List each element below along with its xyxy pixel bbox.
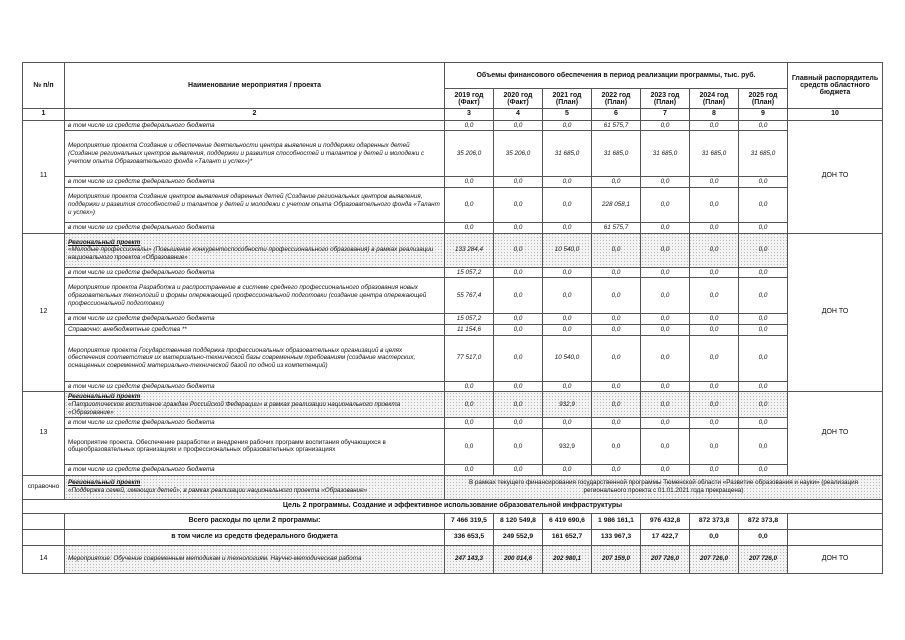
value-cell: 55 767,4 [445,278,494,314]
value-cell: 77 517,0 [445,335,494,381]
value-cell: 0,0 [543,324,592,335]
value-cell: 61 575,7 [592,222,641,233]
value-cell: 0,0 [592,335,641,381]
regional-project-title: Региональный проект [68,479,141,487]
value-cell: 35 206,0 [445,131,494,177]
value-cell: 0,0 [494,464,543,475]
row-name: Мероприятие проекта. Обеспечение разработки и внедрения рабочих программ воспитания обучающихся в общеобразовательных организациях и профессиональных образовательных организациях [65,428,445,464]
value-cell: 0,0 [739,187,788,222]
distributor-cell: ДОН ТО [788,545,883,573]
total-fed-value: 0,0 [739,529,788,545]
value-cell: 0,0 [690,177,739,188]
distributor-cell: ДОН ТО [788,233,883,392]
value-cell: 0,0 [739,278,788,314]
total-label: Всего расходы по цели 2 программы: [65,513,445,529]
total-fed-value: 0,0 [690,529,739,545]
total-value: 6 419 690,6 [543,513,592,529]
column-number: 8 [690,109,739,121]
row-name: Мероприятие проекта Создание и обеспечение деятельности центра выявления и поддержки одаренных детей (Создание региональных центров выявления, поддержки и развития способностей и талантов у детей и молодежи с учетом опыта Образовательного фонда «Талант и успех»)* [65,131,445,177]
value-cell: 0,0 [494,278,543,314]
header-year: 2020 год (Факт) [494,89,543,109]
row-index: справочно [23,475,65,499]
column-number: 3 [445,109,494,121]
value-cell: 0,0 [494,324,543,335]
value-cell: 0,0 [494,418,543,429]
value-cell: 200 014,6 [494,545,543,573]
value-cell: 10 540,0 [543,335,592,381]
value-cell: 0,0 [445,392,494,418]
value-cell: 0,0 [641,335,690,381]
value-cell: 0,0 [494,267,543,278]
value-cell: 0,0 [592,428,641,464]
total-value: 7 466 319,5 [445,513,494,529]
row-name: в том числе из средств федерального бюджета [65,267,445,278]
value-cell: 0,0 [641,222,690,233]
value-cell: 0,0 [641,187,690,222]
value-cell: 207 726,0 [690,545,739,573]
value-cell: 0,0 [641,120,690,131]
value-cell: 0,0 [739,428,788,464]
regional-project-title: Региональный проект [68,393,141,401]
total-value: 872 373,8 [690,513,739,529]
value-cell: 0,0 [690,120,739,131]
value-cell: 0,0 [690,464,739,475]
value-cell: 932,9 [543,428,592,464]
value-cell: 0,0 [543,187,592,222]
value-cell: 0,0 [592,267,641,278]
value-cell: 0,0 [739,120,788,131]
total-fed-value: 133 967,3 [592,529,641,545]
value-cell: 31 685,0 [543,131,592,177]
value-cell: 0,0 [690,267,739,278]
value-cell: 0,0 [690,392,739,418]
regional-project-text: «Поддержка семей, имеющих детей», в рамках реализации национального проекта «Образование» [68,487,368,495]
value-cell: 0,0 [641,267,690,278]
row-index: 13 [23,392,65,475]
value-cell: 0,0 [543,267,592,278]
value-cell: 0,0 [543,464,592,475]
total-fed-value: 161 652,7 [543,529,592,545]
column-number: 1 [23,109,65,121]
value-cell: 0,0 [739,418,788,429]
header-year: 2025 год (План) [739,89,788,109]
value-cell: 0,0 [592,233,641,267]
regional-project-text: «Патриотическое воспитание граждан Российской Федерации» в рамках реализации национального проекта «Образование» [68,400,401,416]
total-value: 8 120 549,8 [494,513,543,529]
value-cell: 0,0 [592,464,641,475]
value-cell: 207 726,0 [739,545,788,573]
total-fed-label: в том числе из средств федерального бюджета [65,529,445,545]
value-cell: 0,0 [445,187,494,222]
regional-project-name [65,392,445,418]
value-cell: 0,0 [641,428,690,464]
column-number: 7 [641,109,690,121]
value-cell: 0,0 [739,324,788,335]
row-index: 14 [23,545,65,573]
row-index: 12 [23,233,65,392]
value-cell: 0,0 [592,324,641,335]
value-cell: 0,0 [592,278,641,314]
value-cell: 0,0 [690,428,739,464]
regional-project-name [65,233,445,267]
value-cell: 0,0 [543,381,592,392]
distributor-cell: ДОН ТО [788,392,883,475]
value-cell: 0,0 [641,464,690,475]
value-cell: 0,0 [445,120,494,131]
value-cell: 0,0 [641,418,690,429]
header-year: 2021 год (План) [543,89,592,109]
value-cell: 0,0 [543,418,592,429]
regional-project-title: Региональный проект [68,238,141,246]
value-cell: 0,0 [739,335,788,381]
value-cell: 0,0 [592,381,641,392]
value-cell: 0,0 [739,267,788,278]
header-year: 2023 год (План) [641,89,690,109]
row-name: Мероприятие: Обучение современным методикам и технологиям. Научно-методическая работа [65,545,445,573]
row-name: Справочно: внебюджетные средства ** [65,324,445,335]
value-cell: 31 685,0 [739,131,788,177]
value-cell: 0,0 [641,324,690,335]
total-value: 976 432,8 [641,513,690,529]
row-index: 11 [23,120,65,233]
regional-project-name [65,475,445,499]
row-name: в том числе из средств федерального бюджета [65,418,445,429]
column-number: 6 [592,109,641,121]
total-fed-value: 336 653,5 [445,529,494,545]
value-cell: 207 726,0 [641,545,690,573]
column-number: 5 [543,109,592,121]
value-cell: 0,0 [592,392,641,418]
value-cell: 0,0 [543,314,592,325]
column-number: 2 [65,109,445,121]
value-cell: 0,0 [739,233,788,267]
value-cell: 0,0 [690,381,739,392]
total-value: 1 986 161,1 [592,513,641,529]
value-cell: 0,0 [641,392,690,418]
value-cell: 0,0 [494,187,543,222]
value-cell: 0,0 [494,222,543,233]
row-name: в том числе из средств федерального бюджета [65,120,445,131]
value-cell: 0,0 [641,233,690,267]
value-cell: 207 159,0 [592,545,641,573]
value-cell: 11 154,6 [445,324,494,335]
value-cell: 0,0 [690,314,739,325]
value-cell: 0,0 [494,120,543,131]
header-num: № п/п [23,63,65,109]
goal-heading: Цель 2 программы. Создание и эффективное использование образовательной инфраструктуры [23,499,883,513]
value-cell: 0,0 [494,392,543,418]
value-cell: 0,0 [543,278,592,314]
value-cell: 0,0 [445,464,494,475]
budget-table [22,62,883,574]
header-distributor: Главный распорядитель средств областного бюджета [788,63,883,109]
value-cell: 0,0 [739,222,788,233]
row-name: в том числе из средств федерального бюджета [65,177,445,188]
value-cell: 0,0 [690,324,739,335]
value-cell: 932,9 [543,392,592,418]
value-cell: 0,0 [494,335,543,381]
value-cell: 0,0 [690,187,739,222]
value-cell: 35 206,0 [494,131,543,177]
value-cell: 0,0 [592,418,641,429]
value-cell: 0,0 [739,314,788,325]
value-cell: 0,0 [494,428,543,464]
value-cell: 0,0 [494,177,543,188]
value-cell: 0,0 [641,381,690,392]
value-cell: 0,0 [641,177,690,188]
value-cell: 0,0 [445,418,494,429]
header-funding: Объемы финансового обеспечения в период реализации программы, тыс. руб. [445,63,788,89]
column-number: 10 [788,109,883,121]
value-cell: 0,0 [739,392,788,418]
value-cell: 0,0 [641,314,690,325]
total-fed-value: 17 422,7 [641,529,690,545]
value-cell: 0,0 [739,381,788,392]
value-cell: 0,0 [543,120,592,131]
value-cell: 0,0 [592,314,641,325]
value-cell: 0,0 [690,222,739,233]
value-cell: 0,0 [690,335,739,381]
value-cell: 0,0 [592,177,641,188]
value-cell: 10 540,0 [543,233,592,267]
value-cell: 0,0 [690,278,739,314]
total-value: 872 373,8 [739,513,788,529]
column-number: 4 [494,109,543,121]
value-cell: 228 058,1 [592,187,641,222]
value-cell: 31 685,0 [690,131,739,177]
value-cell: 0,0 [445,381,494,392]
row-name: Мероприятие проекта Государственная поддержка профессиональных образовательных организаций в целях обеспечения соответствия их материально-технической базы современным требованиям (создание мастерских, оснащенных современной материально-технической базой по одной из компетенций) [65,335,445,381]
value-cell: 0,0 [445,177,494,188]
value-cell: 0,0 [690,233,739,267]
value-cell: 61 575,7 [592,120,641,131]
row-name: в том числе из средств федерального бюджета [65,222,445,233]
value-cell: 0,0 [543,177,592,188]
value-cell: 0,0 [690,418,739,429]
header-name: Наименование мероприятия / проекта [65,63,445,109]
row-name: в том числе из средств федерального бюджета [65,381,445,392]
header-year: 2024 год (План) [690,89,739,109]
header-year: 2022 год (План) [592,89,641,109]
value-cell: 31 685,0 [592,131,641,177]
regional-project-text: «Молодые профессионалы» (Повышение конкурентоспособности профессионального образования) в рамках реализации национального проекта «Образование» [68,246,434,261]
reference-note: В рамках текущего финансирования государственной программы Тюменской области «Развитие образования и науки» (реализация регионального проекта с 01.01.2021 года прекращена) [445,475,883,499]
header-year: 2019 год (Факт) [445,89,494,109]
value-cell: 0,0 [739,464,788,475]
value-cell: 202 980,1 [543,545,592,573]
value-cell: 0,0 [543,222,592,233]
row-name: Мероприятие проекта Создание центров выявления одаренных детей (Создание региональных центров выявления, поддержки и развития способностей и талантов у детей и молодежи с учетом опыта Образовательного фонда «Талант и успех») [65,187,445,222]
row-name: в том числе из средств федерального бюджета [65,314,445,325]
value-cell: 0,0 [494,381,543,392]
budget-table-page [22,62,882,574]
value-cell: 15 057,2 [445,314,494,325]
value-cell: 0,0 [494,233,543,267]
value-cell: 0,0 [494,314,543,325]
value-cell: 0,0 [641,278,690,314]
value-cell: 0,0 [739,177,788,188]
distributor-cell: ДОН ТО [788,120,883,233]
row-name: в том числе из средств федерального бюджета [65,464,445,475]
value-cell: 31 685,0 [641,131,690,177]
value-cell: 0,0 [445,428,494,464]
value-cell: 247 143,3 [445,545,494,573]
total-fed-value: 249 552,9 [494,529,543,545]
value-cell: 0,0 [445,222,494,233]
row-name: Мероприятие проекта Разработка и распространение в системе среднего профессионального образования новых образовательных технологий и формы опережающей профессиональной подготовки (создание центра опережающей профессиональной подготовки) [65,278,445,314]
column-number: 9 [739,109,788,121]
value-cell: 133 284,4 [445,233,494,267]
value-cell: 15 057,2 [445,267,494,278]
